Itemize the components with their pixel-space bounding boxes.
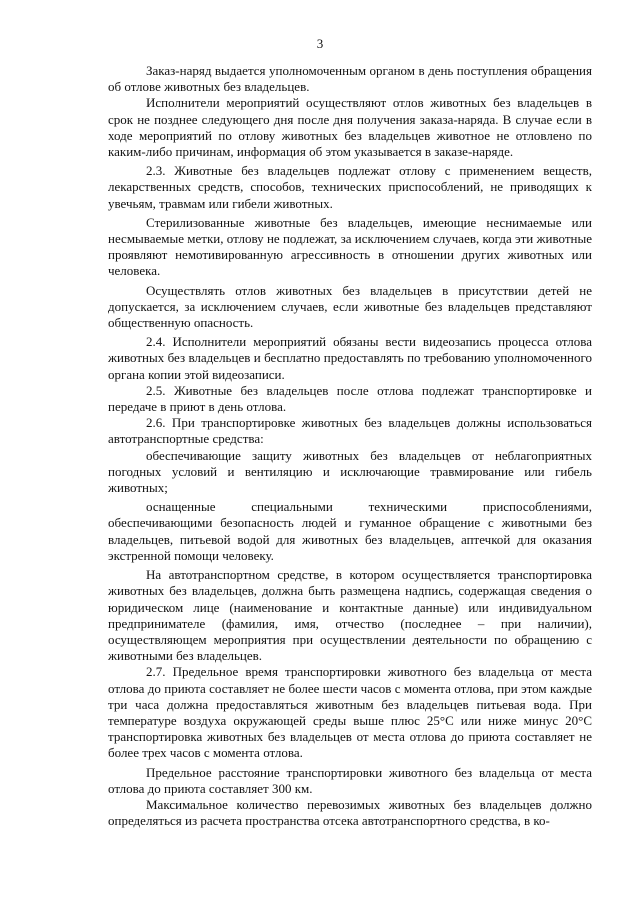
paragraph: обеспечивающие защиту животных без владельцев от неблагоприятных погодных условий и вентиляцию и исключающие травмирование или гибель животных; (108, 447, 592, 496)
paragraph: 2.6. При транспортировке животных без владельцев должны использоваться автотранспортные средства: (108, 415, 592, 447)
paragraph: Максимальное количество перевозимых животных без владельцев должно определяться из расчета пространства отсека автотранспортного средства, в ко- (108, 796, 592, 829)
paragraph: оснащенные специальными техническими приспособлениями, обеспечивающими безопасность людей и гуманное обращение с животными без владельцев, питьевой водой для животных без владельцев, аптечкой для оказания экстренной помощи человеку. (108, 499, 592, 563)
document-body (108, 63, 592, 829)
paragraph: Предельное расстояние транспортировки животного без владельца от места отлова до приюта составляет 300 км. (108, 764, 592, 796)
paragraph: 2.7. Предельное время транспортировки животного без владельца от места отлова до приюта составляет не более шести часов с момента отлова, при этом каждые три часа должна предоставляться животным без владельцев питьевая вода. При температуре воздуха окружающей среды выше плюс 25°С или ниже минус 20°С транспортировка животных без владельцев от места отлова до приюта составляет не более трех часов с момента отлова. (108, 664, 592, 761)
paragraph: Исполнители мероприятий осуществляют отлов животных без владельцев в срок не позднее следующего дня после дня получения заказа-наряда. В случае если в ходе мероприятий по отлову животных без владельцев животное не отловлено по каким-либо причинам, информация об этом указывается в заказе-наряде. (108, 95, 592, 160)
page-number: 3 (316, 36, 324, 51)
paragraph: 2.5. Животные без владельцев после отлова подлежат транспортировке и передаче в приют в день отлова. (108, 382, 592, 415)
paragraph: 2.4. Исполнители мероприятий обязаны вести видеозапись процесса отлова животных без владельцев и бесплатно предоставлять по требованию уполномоченного органа копии этой видеозаписи. (108, 334, 592, 382)
paragraph: 2.3. Животные без владельцев подлежат отлову с применением веществ, лекарственных средств, способов, технических приспособлений, не приводящих к увечьям, травмам или гибели животных. (108, 163, 592, 211)
paragraph: На автотранспортном средстве, в котором осуществляется транспортировка животных без владельцев, должна быть размещена надпись, содержащая сведения о юридическом лице (наименование и контактные данные) или индивидуальном предпринимателе (фамилия, имя, отчество (последнее – при наличии), осуществляющем мероприятия при осуществлении деятельности по обращению с животными без владельцев. (108, 567, 592, 664)
paragraph: Осуществлять отлов животных без владельцев в присутствии детей не допускается, за исключением случаев, если животные без владельцев представляют общественную опасность. (108, 282, 592, 331)
paragraph: Стерилизованные животные без владельцев, имеющие неснимаемые или несмываемые метки, отлову не подлежат, за исключением случаев, когда эти животные проявляют немотивированную агрессивность в отношении других животных или человека. (108, 214, 592, 279)
paragraph: Заказ-наряд выдается уполномоченным органом в день поступления обращения об отлове животных без владельцев. (108, 63, 592, 95)
